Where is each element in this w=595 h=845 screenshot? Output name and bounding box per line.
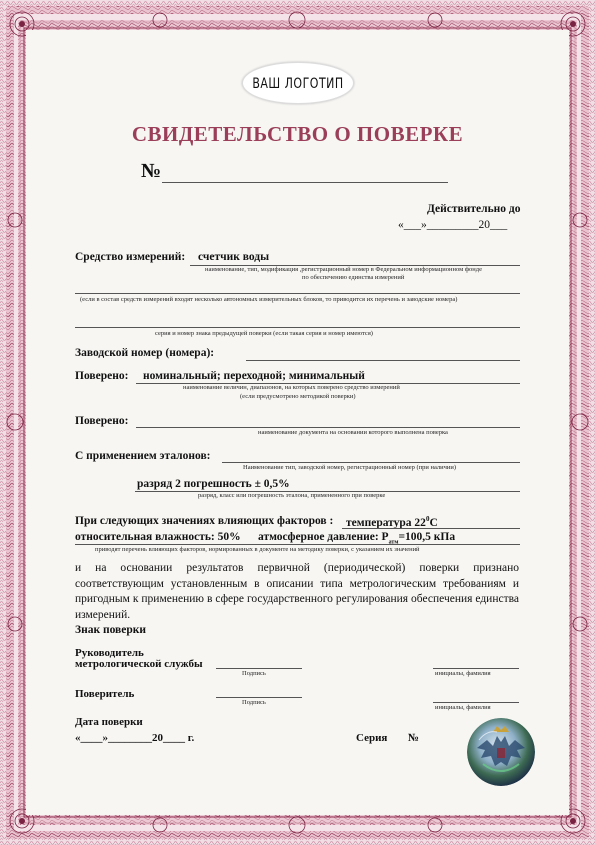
instrument-label: Средство измерений: xyxy=(75,251,186,263)
hologram-seal xyxy=(467,718,535,786)
instrument-hint-4: серия и номер знака предыдущей поверки (если такая серия и номер имеются) xyxy=(155,330,373,337)
factors-hint: приводят перечень влияющих факторов, нормированных в документе на методику поверки, с указанием их значений xyxy=(95,546,420,553)
valid-until-label: Действительно до xyxy=(427,203,521,215)
mark-label: Знак поверки xyxy=(75,624,146,636)
number-line xyxy=(162,182,448,183)
head-name-hint: инициалы, фамилия xyxy=(435,670,491,677)
verifier-sign-hint: Подпись xyxy=(242,699,266,706)
verified-hint-1: наименование величин, диапазонов, на которых поверено средство измерений xyxy=(183,384,400,391)
verifier-name-hint: инициалы, фамилия xyxy=(435,704,491,711)
number-label: № xyxy=(141,160,162,182)
instrument-hint-2: по обеспечению единства измерений xyxy=(302,274,405,281)
standards-hint-1: Наименование тип, заводской номер, регистрационный номер (при наличии) xyxy=(243,464,457,471)
series-number-label: № xyxy=(408,732,420,744)
verifier-sign-line xyxy=(216,697,302,698)
date-label: Дата поверки xyxy=(75,716,143,728)
head-name-line xyxy=(433,668,519,669)
standards-hint-2: разряд, класс или погрешность эталона, примененного при поверке xyxy=(198,492,386,499)
head-label-2: метрологической службы xyxy=(75,658,203,670)
verifier-label: Поверитель xyxy=(75,688,135,700)
instrument-line-3 xyxy=(75,327,520,328)
head-label-1: Руководитель xyxy=(75,647,144,659)
verifier-name-line xyxy=(433,702,519,703)
verified2-label: Поверено: xyxy=(75,415,129,427)
standards-value: разряд 2 погрешность ± 0,5% xyxy=(137,478,290,490)
series-label: Серия xyxy=(356,732,388,744)
instrument-hint-3: (если в состав средств измерений входят несколько автономных измерительных блоков, то приводится их перечень и заводские номера) xyxy=(80,296,458,303)
verified2-hint: наименование документа на основании которого выполнена поверка xyxy=(258,429,448,436)
serial-line xyxy=(246,360,520,361)
standards-line xyxy=(222,462,520,463)
head-sign-line xyxy=(216,668,302,669)
certificate-title: СВИДЕТЕЛЬСТВО О ПОВЕРКЕ xyxy=(131,122,464,146)
head-sign-hint: Подпись xyxy=(242,670,266,677)
factors-line-2 xyxy=(75,544,520,545)
instrument-line-2 xyxy=(75,293,520,294)
factors-line xyxy=(342,528,520,529)
verified-value: номинальный; переходной; минимальный xyxy=(143,370,365,382)
standards-label: С применением эталонов: xyxy=(75,450,211,462)
instrument-hint-1: наименование, тип, модификация ,регистрационный номер в Федеральном информационном фонде xyxy=(205,266,482,273)
verified-hint-2: (если предусмотрено методикой поверки) xyxy=(240,393,356,400)
logo-text: ВАШ ЛОГОТИП xyxy=(252,74,344,92)
factors-humidity: относительная влажность: 50% xyxy=(75,531,241,543)
verified2-line xyxy=(136,427,520,428)
factors-label: При следующих значениях влияющих факторов : xyxy=(75,515,334,527)
eagle-emblem-icon xyxy=(467,718,535,786)
instrument-value: счетчик воды xyxy=(198,251,270,263)
serial-label: Заводской номер (номера): xyxy=(75,347,215,359)
date-value: «____»________20____ г. xyxy=(75,732,195,744)
verified-label: Поверено: xyxy=(75,370,129,382)
factors-pressure: атмосферное давление: $Р_{атм}=100,5$ кПа xyxy=(258,531,456,546)
factors-temperature: температура $22^0С$ xyxy=(346,515,438,529)
conclusion-text: и на основании результатов первичной (периодической) поверки признано соответствующим установленным в описании типа метрологическим требованиям и пригодным к применению в сфере государственного регулирования обеспечения единства измерений. xyxy=(75,562,519,621)
company-logo xyxy=(242,62,354,104)
valid-until-date: «___»_________20___ xyxy=(398,219,508,231)
